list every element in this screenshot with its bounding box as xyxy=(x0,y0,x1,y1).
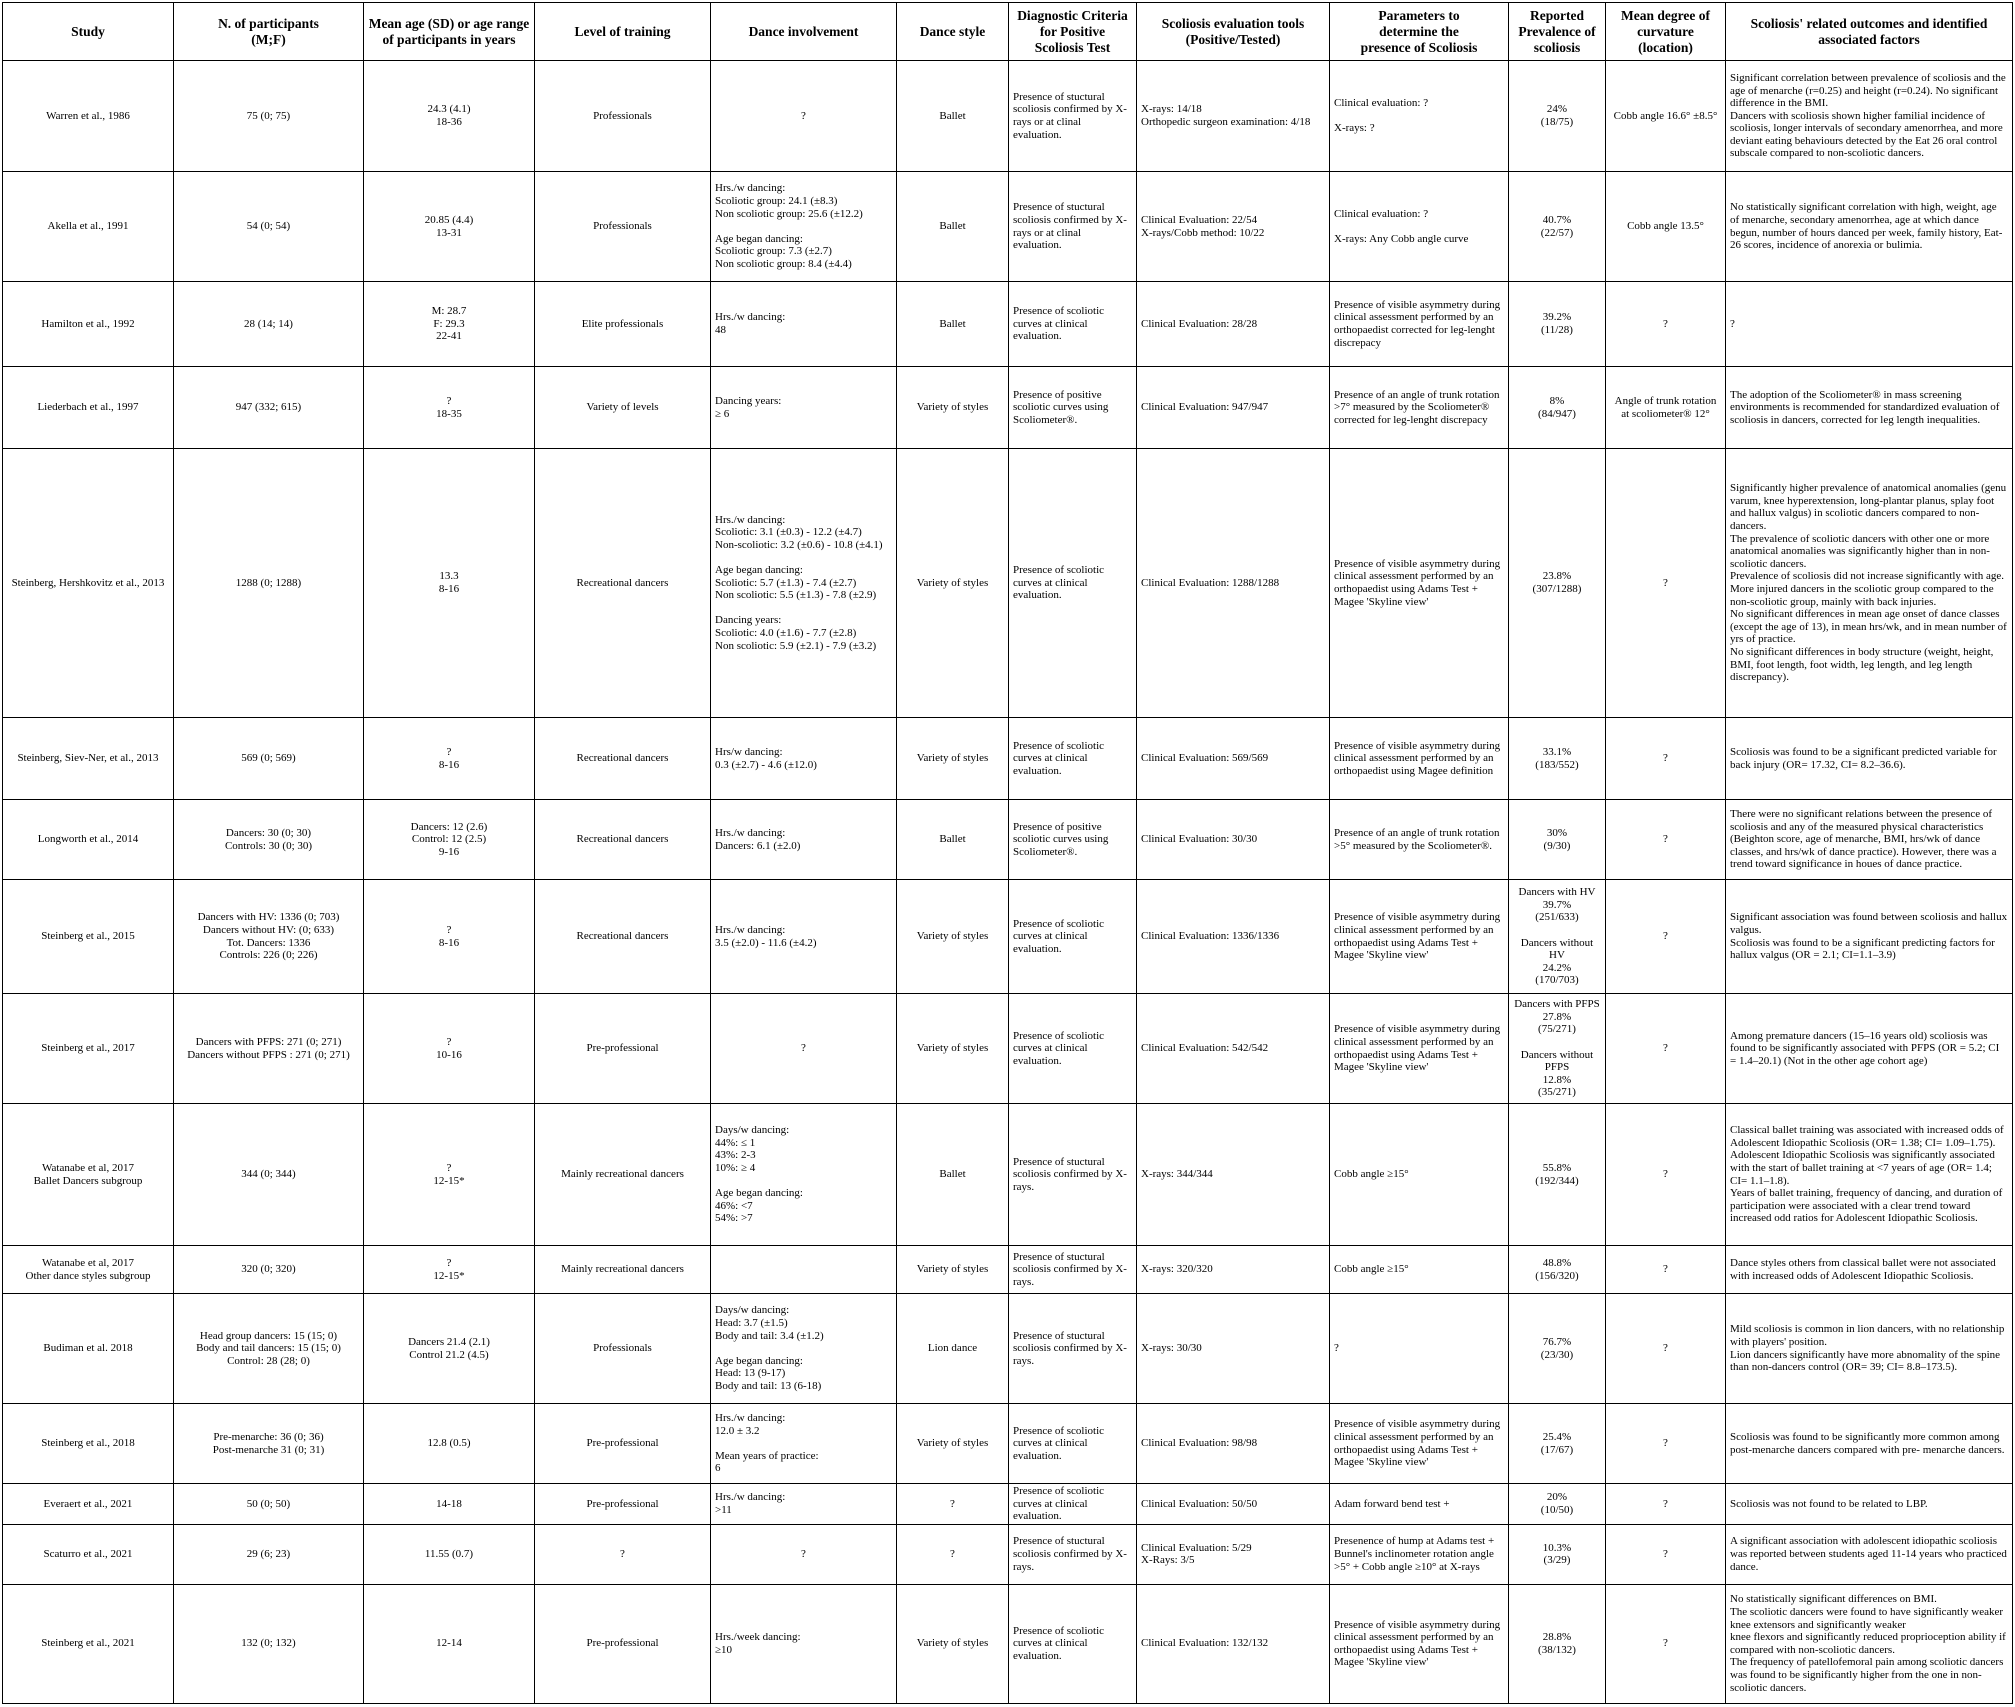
curvature-cell: ? xyxy=(1606,800,1726,880)
table-row xyxy=(3,800,2013,880)
header-row xyxy=(3,3,2013,61)
age-cell: 20.85 (4.4) 13-31 xyxy=(364,172,535,282)
tools-cell: Clinical Evaluation: 947/947 xyxy=(1137,367,1330,449)
outcomes-cell: Scoliosis was not found to be related to LBP. xyxy=(1726,1484,2013,1525)
curvature-cell: ? xyxy=(1606,449,1726,718)
col-header-tools: Scoliosis evaluation tools (Positive/Tested) xyxy=(1137,3,1330,61)
age-cell: 14-18 xyxy=(364,1484,535,1525)
curvature-cell: ? xyxy=(1606,1584,1726,1703)
table-row xyxy=(3,1484,2013,1525)
training-cell: Mainly recreational dancers xyxy=(535,1104,711,1246)
col-header-style: Dance style xyxy=(897,3,1009,61)
tools-cell: Clinical Evaluation: 542/542 xyxy=(1137,994,1330,1104)
table-row xyxy=(3,367,2013,449)
table-row xyxy=(3,880,2013,994)
training-cell: Recreational dancers xyxy=(535,449,711,718)
outcomes-cell: The adoption of the Scoliometer® in mass screening environments is recommended for standardized evaluation of scoliosis in dancers, corrected for leg length inequalities. xyxy=(1726,367,2013,449)
involvement-cell xyxy=(711,1246,897,1294)
tools-cell: Clinical Evaluation: 50/50 xyxy=(1137,1484,1330,1525)
col-header-training: Level of training xyxy=(535,3,711,61)
tools-cell: Clinical Evaluation: 30/30 xyxy=(1137,800,1330,880)
prevalence-cell: 48.8% (156/320) xyxy=(1509,1246,1606,1294)
parameters-cell: Presence of an angle of trunk rotation >5° measured by the Scoliometer®. xyxy=(1330,800,1509,880)
prevalence-cell: 24% (18/75) xyxy=(1509,61,1606,172)
age-cell: ? 12-15* xyxy=(364,1104,535,1246)
tools-cell: X-rays: 30/30 xyxy=(1137,1294,1330,1404)
involvement-cell: Hrs./w dancing: 48 xyxy=(711,282,897,367)
involvement-cell: Days/w dancing: Head: 3.7 (±1.5) Body and tail: 3.4 (±1.2) Age began dancing: Head: 13 (9-17) Body and tail: 13 (6-18) xyxy=(711,1294,897,1404)
study-cell: Steinberg et al., 2017 xyxy=(3,994,174,1104)
study-cell: Watanabe et al, 2017 Other dance styles subgroup xyxy=(3,1246,174,1294)
parameters-cell: Presence of visible asymmetry during clinical assessment performed by an orthopaedist using Adams Test + Magee 'Skyline view' xyxy=(1330,449,1509,718)
participants-cell: 947 (332; 615) xyxy=(174,367,364,449)
age-cell: 24.3 (4.1) 18-36 xyxy=(364,61,535,172)
study-cell: Everaert et al., 2021 xyxy=(3,1484,174,1525)
criteria-cell: Presence of stuctural scoliosis confirmed by X-rays or at clinal evaluation. xyxy=(1009,61,1137,172)
style-cell: Variety of styles xyxy=(897,718,1009,800)
parameters-cell: Presence of visible asymmetry during clinical assessment performed by an orthopaedist using Adams Test + Magee 'Skyline view' xyxy=(1330,1584,1509,1703)
parameters-cell: Presenence of hump at Adams test + Bunnel's inclinometer rotation angle >5° + Cobb angle ≥10° at X-rays xyxy=(1330,1524,1509,1584)
participants-cell: Pre-menarche: 36 (0; 36) Post-menarche 31 (0; 31) xyxy=(174,1404,364,1484)
study-cell: Hamilton et al., 1992 xyxy=(3,282,174,367)
style-cell: Ballet xyxy=(897,800,1009,880)
criteria-cell: Presence of scoliotic curves at clinical evaluation. xyxy=(1009,282,1137,367)
tools-cell: Clinical Evaluation: 1288/1288 xyxy=(1137,449,1330,718)
training-cell: Professionals xyxy=(535,172,711,282)
age-cell: 12-14 xyxy=(364,1584,535,1703)
style-cell: ? xyxy=(897,1524,1009,1584)
tools-cell: Clinical Evaluation: 22/54 X-rays/Cobb method: 10/22 xyxy=(1137,172,1330,282)
tools-cell: X-rays: 320/320 xyxy=(1137,1246,1330,1294)
parameters-cell: Clinical evaluation: ? X-rays: ? xyxy=(1330,61,1509,172)
study-cell: Scaturro et al., 2021 xyxy=(3,1524,174,1584)
prevalence-cell: 30% (9/30) xyxy=(1509,800,1606,880)
style-cell: ? xyxy=(897,1484,1009,1525)
training-cell: Pre-professional xyxy=(535,1484,711,1525)
criteria-cell: Presence of scoliotic curves at clinical evaluation. xyxy=(1009,1584,1137,1703)
parameters-cell: ? xyxy=(1330,1294,1509,1404)
curvature-cell: ? xyxy=(1606,994,1726,1104)
outcomes-cell: Among premature dancers (15–16 years old) scoliosis was found to be significantly associated with PFPS (OR = 5.2; CI = 1.4–20.1) (Not in the other age cohort age) xyxy=(1726,994,2013,1104)
style-cell: Ballet xyxy=(897,282,1009,367)
parameters-cell: Presence of visible asymmetry during clinical assessment performed by an orthopaedist using Adams Test + Magee 'Skyline view' xyxy=(1330,1404,1509,1484)
curvature-cell: ? xyxy=(1606,1404,1726,1484)
participants-cell: 75 (0; 75) xyxy=(174,61,364,172)
participants-cell: 1288 (0; 1288) xyxy=(174,449,364,718)
col-header-age: Mean age (SD) or age range of participants in years xyxy=(364,3,535,61)
parameters-cell: Presence of visible asymmetry during clinical assessment performed by an orthopaedist using Adams Test + Magee 'Skyline view' xyxy=(1330,994,1509,1104)
age-cell: M: 28.7 F: 29.3 22-41 xyxy=(364,282,535,367)
prevalence-cell: 20% (10/50) xyxy=(1509,1484,1606,1525)
curvature-cell: ? xyxy=(1606,1294,1726,1404)
criteria-cell: Presence of scoliotic curves at clinical evaluation. xyxy=(1009,718,1137,800)
table-row xyxy=(3,1104,2013,1246)
study-cell: Steinberg et al., 2018 xyxy=(3,1404,174,1484)
training-cell: Variety of levels xyxy=(535,367,711,449)
involvement-cell: ? xyxy=(711,1524,897,1584)
tools-cell: X-rays: 14/18 Orthopedic surgeon examination: 4/18 xyxy=(1137,61,1330,172)
outcomes-cell: Significant association was found between scoliosis and hallux valgus. Scoliosis was found to be a significant predicting factors for hallux valgus (OR = 2.1; CI=1.1–3.9) xyxy=(1726,880,2013,994)
training-cell: Pre-professional xyxy=(535,994,711,1104)
criteria-cell: Presence of scoliotic curves at clinical evaluation. xyxy=(1009,1484,1137,1525)
participants-cell: 132 (0; 132) xyxy=(174,1584,364,1703)
curvature-cell: ? xyxy=(1606,1246,1726,1294)
training-cell: Recreational dancers xyxy=(535,718,711,800)
table-row xyxy=(3,61,2013,172)
style-cell: Lion dance xyxy=(897,1294,1009,1404)
participants-cell: 54 (0; 54) xyxy=(174,172,364,282)
parameters-cell: Presence of visible asymmetry during clinical assessment performed by an orthopaedist using Magee definition xyxy=(1330,718,1509,800)
outcomes-cell: Dance styles others from classical ballet were not associated with increased odds of Adolescent Idiopathic Scoliosis. xyxy=(1726,1246,2013,1294)
table-row xyxy=(3,449,2013,718)
prevalence-cell: 25.4% (17/67) xyxy=(1509,1404,1606,1484)
study-cell: Akella et al., 1991 xyxy=(3,172,174,282)
parameters-cell: Adam forward bend test + xyxy=(1330,1484,1509,1525)
table-row xyxy=(3,1524,2013,1584)
outcomes-cell: No statistically significant correlation with high, weight, age of menarche, secondary amenorrhea, age at which dance begun, number of hours danced per week, family history, Eat-26 scores, incidence of anorexia or bulimia. xyxy=(1726,172,2013,282)
involvement-cell: Hrs/w dancing: 0.3 (±2.7) - 4.6 (±12.0) xyxy=(711,718,897,800)
age-cell: 11.55 (0.7) xyxy=(364,1524,535,1584)
participants-cell: 344 (0; 344) xyxy=(174,1104,364,1246)
involvement-cell: Days/w dancing: 44%: ≤ 1 43%: 2-3 10%: ≥ 4 Age began dancing: 46%: <7 54%: >7 xyxy=(711,1104,897,1246)
tools-cell: Clinical Evaluation: 28/28 xyxy=(1137,282,1330,367)
table-body xyxy=(3,61,2013,1704)
study-cell: Steinberg, Siev-Ner, et al., 2013 xyxy=(3,718,174,800)
age-cell: ? 8-16 xyxy=(364,718,535,800)
col-header-parameters: Parameters to determine the presence of Scoliosis xyxy=(1330,3,1509,61)
involvement-cell: Hrs./week dancing: ≥10 xyxy=(711,1584,897,1703)
study-cell: Budiman et al. 2018 xyxy=(3,1294,174,1404)
tools-cell: Clinical Evaluation: 569/569 xyxy=(1137,718,1330,800)
age-cell: 12.8 (0.5) xyxy=(364,1404,535,1484)
involvement-cell: ? xyxy=(711,994,897,1104)
training-cell: ? xyxy=(535,1524,711,1584)
style-cell: Ballet xyxy=(897,1104,1009,1246)
prevalence-cell: 33.1% (183/552) xyxy=(1509,718,1606,800)
outcomes-cell: Significant correlation between prevalence of scoliosis and the age of menarche (r=0.25) and height (r=0.24). No significant difference in the BMI. Dancers with scoliosis shown higher familial incidence of scoliosis, longer intervals of secondary amenorrhea, and more deviant eating behaviours detected by the Eat 26 oral control subscale compared to non-scoliotic dancers. xyxy=(1726,61,2013,172)
involvement-cell: Hrs./w dancing: Scoliotic: 3.1 (±0.3) - 12.2 (±4.7) Non-scoliotic: 3.2 (±0.6) - 10.8 (±4.1) Age began dancing: Scoliotic: 5.7 (±1.3) - 7.4 (±2.7) Non scoliotic: 5.5 (±1.3) - 7.8 (±2.9) Dancing years: Scoliotic: 4.0 (±1.6) - 7.7 (±2.8) Non scoliotic: 5.9 (±2.1) - 7.9 (±3.2) xyxy=(711,449,897,718)
training-cell: Mainly recreational dancers xyxy=(535,1246,711,1294)
age-cell: ? 10-16 xyxy=(364,994,535,1104)
prevalence-cell: 10.3% (3/29) xyxy=(1509,1524,1606,1584)
criteria-cell: Presence of stuctural scoliosis confirmed by X-rays or at clinal evaluation. xyxy=(1009,172,1137,282)
tools-cell: X-rays: 344/344 xyxy=(1137,1104,1330,1246)
parameters-cell: Presence of visible asymmetry during clinical assessment performed by an orthopaedist using Adams Test + Magee 'Skyline view' xyxy=(1330,880,1509,994)
style-cell: Variety of styles xyxy=(897,1246,1009,1294)
table-container xyxy=(2,2,2013,1704)
involvement-cell: Hrs./w dancing: >11 xyxy=(711,1484,897,1525)
study-cell: Steinberg, Hershkovitz et al., 2013 xyxy=(3,449,174,718)
criteria-cell: Presence of stuctural scoliosis confirmed by X-rays. xyxy=(1009,1294,1137,1404)
style-cell: Ballet xyxy=(897,172,1009,282)
involvement-cell: Hrs./w dancing: 12.0 ± 3.2 Mean years of practice: 6 xyxy=(711,1404,897,1484)
outcomes-cell: ? xyxy=(1726,282,2013,367)
participants-cell: Head group dancers: 15 (15; 0) Body and tail dancers: 15 (15; 0) Control: 28 (28; 0) xyxy=(174,1294,364,1404)
prevalence-cell: 76.7% (23/30) xyxy=(1509,1294,1606,1404)
prevalence-cell: 40.7% (22/57) xyxy=(1509,172,1606,282)
curvature-cell: Cobb angle 13.5° xyxy=(1606,172,1726,282)
study-cell: Steinberg et al., 2021 xyxy=(3,1584,174,1703)
age-cell: 13.3 8-16 xyxy=(364,449,535,718)
col-header-participants: N. of participants (M;F) xyxy=(174,3,364,61)
involvement-cell: ? xyxy=(711,61,897,172)
outcomes-cell: Significantly higher prevalence of anatomical anomalies (genu varum, knee hyperextension, long-plantar planus, splay foot and hallux valgus) in scoliotic dancers compared to non-dancers. The prevalence of scoliotic dancers with other one or more anatomical anomalies was significantly higher than in non-scoliotic dancers. Prevalence of scoliosis did not increase significantly with age. More injured dancers in the scoliotic group compared to the non-scoliotic group, mainly with back injuries. No significant differences in mean age onset of dance classes (except the age of 13), in mean hrs/wk, and in mean number of yrs of practice. No significant differences in body structure (weight, height, BMI, foot length, foot width, leg length, and leg length discrepancy). xyxy=(1726,449,2013,718)
criteria-cell: Presence of scoliotic curves at clinical evaluation. xyxy=(1009,449,1137,718)
participants-cell: 50 (0; 50) xyxy=(174,1484,364,1525)
training-cell: Recreational dancers xyxy=(535,800,711,880)
criteria-cell: Presence of scoliotic curves at clinical evaluation. xyxy=(1009,880,1137,994)
prevalence-cell: Dancers with PFPS 27.8% (75/271) Dancers without PFPS 12.8% (35/271) xyxy=(1509,994,1606,1104)
participants-cell: Dancers with HV: 1336 (0; 703) Dancers without HV: (0; 633) Tot. Dancers: 1336 Controls: 226 (0; 226) xyxy=(174,880,364,994)
criteria-cell: Presence of stuctural scoliosis confirmed by X-rays. xyxy=(1009,1246,1137,1294)
involvement-cell: Dancing years: ≥ 6 xyxy=(711,367,897,449)
outcomes-cell: A significant association with adolescent idiopathic scoliosis was reported between students aged 11-14 years who practiced dance. xyxy=(1726,1524,2013,1584)
col-header-study: Study xyxy=(3,3,174,61)
age-cell: Dancers 21.4 (2.1) Control 21.2 (4.5) xyxy=(364,1294,535,1404)
age-cell: ? 18-35 xyxy=(364,367,535,449)
curvature-cell: ? xyxy=(1606,1524,1726,1584)
table-row xyxy=(3,172,2013,282)
participants-cell: Dancers with PFPS: 271 (0; 271) Dancers without PFPS : 271 (0; 271) xyxy=(174,994,364,1104)
criteria-cell: Presence of positive scoliotic curves using Scoliometer®. xyxy=(1009,800,1137,880)
tools-cell: Clinical Evaluation: 5/29 X-Rays: 3/5 xyxy=(1137,1524,1330,1584)
col-header-curvature: Mean degree of curvature (location) xyxy=(1606,3,1726,61)
curvature-cell: ? xyxy=(1606,282,1726,367)
style-cell: Variety of styles xyxy=(897,994,1009,1104)
criteria-cell: Presence of stuctural scoliosis confirmed by X-rays. xyxy=(1009,1104,1137,1246)
prevalence-cell: Dancers with HV 39.7% (251/633) Dancers without HV 24.2% (170/703) xyxy=(1509,880,1606,994)
style-cell: Variety of styles xyxy=(897,880,1009,994)
prevalence-cell: 8% (84/947) xyxy=(1509,367,1606,449)
curvature-cell: ? xyxy=(1606,718,1726,800)
outcomes-cell: There were no significant relations between the presence of scoliosis and any of the measured physical characteristics (Beighton score, age of menarche, BMI, hrs/wk of dance classes, and hrs/wk of dance practice). However, there was a trend toward significance in houes of dance practice. xyxy=(1726,800,2013,880)
style-cell: Variety of styles xyxy=(897,1404,1009,1484)
outcomes-cell: Classical ballet training was associated with increased odds of Adolescent Idiopathic Scoliosis (OR= 1.38; CI= 1.09–1.75). Adolescent Idiopathic Scoliosis was significantly associated with the start of ballet training at <7 years of age (OR= 1.4; CI= 1.1–1.8). Years of ballet training, frequency of dancing, and duration of participation were associated with a clear trend toward increased odd ratios for Adolescent Idiopathic Scoliosis. xyxy=(1726,1104,2013,1246)
training-cell: Professionals xyxy=(535,61,711,172)
curvature-cell: Angle of trunk rotation at scoliometer® 12° xyxy=(1606,367,1726,449)
scoliosis-studies-table xyxy=(2,2,2013,1704)
study-cell: Watanabe et al, 2017 Ballet Dancers subgroup xyxy=(3,1104,174,1246)
table-row xyxy=(3,1294,2013,1404)
participants-cell: 569 (0; 569) xyxy=(174,718,364,800)
participants-cell: 320 (0; 320) xyxy=(174,1246,364,1294)
criteria-cell: Presence of positive scoliotic curves using Scoliometer®. xyxy=(1009,367,1137,449)
study-cell: Longworth et al., 2014 xyxy=(3,800,174,880)
study-cell: Liederbach et al., 1997 xyxy=(3,367,174,449)
outcomes-cell: Mild scoliosis is common in lion dancers, with no relationship with players' position. Lion dancers significantly have more abnomality of the spine than non-dancers control (OR= 39; CI= 8.8–173.5). xyxy=(1726,1294,2013,1404)
curvature-cell: ? xyxy=(1606,880,1726,994)
involvement-cell: Hrs./w dancing: Dancers: 6.1 (±2.0) xyxy=(711,800,897,880)
col-header-prevalence: Reported Prevalence of scoliosis xyxy=(1509,3,1606,61)
table-row xyxy=(3,1404,2013,1484)
outcomes-cell: Scoliosis was found to be a significant predicted variable for back injury (OR= 17.32, CI= 8.2–36.6). xyxy=(1726,718,2013,800)
training-cell: Professionals xyxy=(535,1294,711,1404)
criteria-cell: Presence of scoliotic curves at clinical evaluation. xyxy=(1009,1404,1137,1484)
parameters-cell: Presence of visible asymmetry during clinical assessment performed by an orthopaedist corrected for leg-lenght discrepacy xyxy=(1330,282,1509,367)
tools-cell: Clinical Evaluation: 132/132 xyxy=(1137,1584,1330,1703)
training-cell: Recreational dancers xyxy=(535,880,711,994)
age-cell: Dancers: 12 (2.6) Control: 12 (2.5) 9-16 xyxy=(364,800,535,880)
participants-cell: 29 (6; 23) xyxy=(174,1524,364,1584)
study-cell: Steinberg et al., 2015 xyxy=(3,880,174,994)
table-row xyxy=(3,994,2013,1104)
col-header-criteria: Diagnostic Criteria for Positive Scoliosis Test xyxy=(1009,3,1137,61)
criteria-cell: Presence of stuctural scoliosis confirmed by X-rays. xyxy=(1009,1524,1137,1584)
style-cell: Variety of styles xyxy=(897,449,1009,718)
table-row xyxy=(3,718,2013,800)
participants-cell: 28 (14; 14) xyxy=(174,282,364,367)
curvature-cell: Cobb angle 16.6° ±8.5° xyxy=(1606,61,1726,172)
style-cell: Ballet xyxy=(897,61,1009,172)
curvature-cell: ? xyxy=(1606,1484,1726,1525)
tools-cell: Clinical Evaluation: 98/98 xyxy=(1137,1404,1330,1484)
table-row xyxy=(3,1584,2013,1703)
age-cell: ? 12-15* xyxy=(364,1246,535,1294)
style-cell: Variety of styles xyxy=(897,1584,1009,1703)
parameters-cell: Clinical evaluation: ? X-rays: Any Cobb angle curve xyxy=(1330,172,1509,282)
outcomes-cell: Scoliosis was found to be significantly more common among post-menarche dancers compared with pre- menarche dancers. xyxy=(1726,1404,2013,1484)
col-header-outcomes: Scoliosis' related outcomes and identified associated factors xyxy=(1726,3,2013,61)
parameters-cell: Cobb angle ≥15° xyxy=(1330,1246,1509,1294)
tools-cell: Clinical Evaluation: 1336/1336 xyxy=(1137,880,1330,994)
training-cell: Pre-professional xyxy=(535,1404,711,1484)
criteria-cell: Presence of scoliotic curves at clinical evaluation. xyxy=(1009,994,1137,1104)
col-header-involvement: Dance involvement xyxy=(711,3,897,61)
involvement-cell: Hrs./w dancing: Scoliotic group: 24.1 (±8.3) Non scoliotic group: 25.6 (±12.2) Age began dancing: Scoliotic group: 7.3 (±2.7) Non scoliotic group: 8.4 (±4.4) xyxy=(711,172,897,282)
participants-cell: Dancers: 30 (0; 30) Controls: 30 (0; 30) xyxy=(174,800,364,880)
table-row xyxy=(3,1246,2013,1294)
age-cell: ? 8-16 xyxy=(364,880,535,994)
prevalence-cell: 39.2% (11/28) xyxy=(1509,282,1606,367)
table-row xyxy=(3,282,2013,367)
style-cell: Variety of styles xyxy=(897,367,1009,449)
curvature-cell: ? xyxy=(1606,1104,1726,1246)
training-cell: Pre-professional xyxy=(535,1584,711,1703)
training-cell: Elite professionals xyxy=(535,282,711,367)
outcomes-cell: No statistically significant differences on BMI. The scoliotic dancers were found to have significantly weaker knee extensors and significantly weaker knee flexors and significantly reduced proprioception ability if compared with non-scoliotic dancers. The frequency of patellofemoral pain among scoliotic dancers was found to be significantly higher from the one in non-scoliotic dancers. xyxy=(1726,1584,2013,1703)
parameters-cell: Presence of an angle of trunk rotation >7° measured by the Scoliometer® corrected for leg-lenght discrepacy xyxy=(1330,367,1509,449)
involvement-cell: Hrs./w dancing: 3.5 (±2.0) - 11.6 (±4.2) xyxy=(711,880,897,994)
study-cell: Warren et al., 1986 xyxy=(3,61,174,172)
prevalence-cell: 23.8% (307/1288) xyxy=(1509,449,1606,718)
prevalence-cell: 55.8% (192/344) xyxy=(1509,1104,1606,1246)
parameters-cell: Cobb angle ≥15° xyxy=(1330,1104,1509,1246)
prevalence-cell: 28.8% (38/132) xyxy=(1509,1584,1606,1703)
